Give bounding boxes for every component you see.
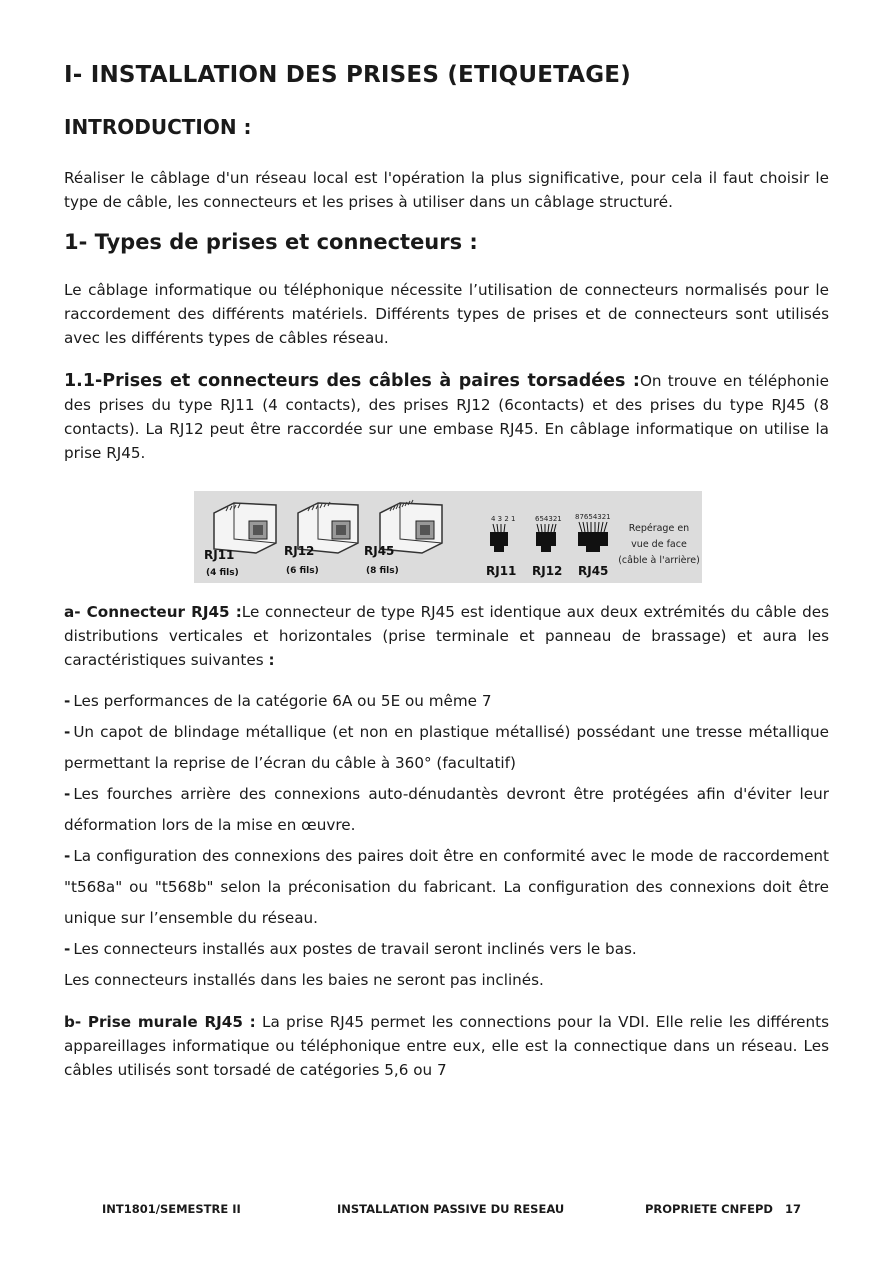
rj12-plug-icon — [536, 524, 556, 552]
prise-murale-paragraph — [64, 1010, 829, 1082]
page-number: 17 — [785, 1202, 802, 1216]
prise-murale-label: b- Prise murale RJ45 : — [64, 1013, 256, 1031]
rj11-socket-icon — [214, 503, 276, 553]
list-item: - Un capot de blindage métallique (et non en plastique métallisé) possédant une tresse métallique permettant la reprise de l’écran du câble à 360° (facultatif) — [64, 723, 829, 772]
plug-label-3: RJ45 — [578, 564, 609, 578]
list-item: - Les connecteurs installés aux postes de travail seront inclinés vers le bas. — [64, 940, 637, 958]
section-1-1-heading: 1.1-Prises et connecteurs des câbles à paires torsadées : — [64, 371, 640, 391]
page-title: I- INSTALLATION DES PRISES (ETIQUETAGE) — [64, 62, 631, 88]
rj-connectors-figure — [194, 491, 702, 583]
socket-sub-2: (6 fils) — [286, 566, 319, 576]
plug-label-1: RJ11 — [486, 564, 517, 578]
footer-course-code: INT1801/SEMESTRE II — [102, 1202, 241, 1216]
section-1-text: Le câblage informatique ou téléphonique nécessite l’utilisation de connecteurs normalisés pour le raccordement des différents matériels. Différents types de prises et de connecteurs sont utilisés avec les différents types de câbles réseau. — [64, 281, 829, 347]
plug-pins-3: 87654321 — [575, 513, 611, 521]
connecteur-rj45-colon: : — [268, 651, 275, 669]
list-item: - Les fourches arrière des connexions auto-dénudantès devront être protégées afin d'éviter leur déformation lors de la mise en œuvre. — [64, 785, 829, 834]
figure-caption-line-1: Repérage en — [628, 523, 690, 534]
socket-label-3: RJ45 — [364, 544, 395, 558]
section-1-heading: 1- Types de prises et connecteurs : — [64, 230, 478, 254]
introduction-text: Réaliser le câblage d'un réseau local est l'opération la plus significative, pour cela il faut choisir le type de câble, les connecteurs et les prises à utiliser dans un câblage structuré. — [64, 169, 829, 211]
figure-caption-line-2: vue de face — [631, 539, 687, 550]
footer-owner: PROPRIETE CNFEPD — [645, 1202, 773, 1216]
plug-pins-2: 654321 — [535, 515, 562, 523]
rj45-plug-icon — [578, 522, 608, 552]
section-1-1-paragraph — [64, 369, 829, 465]
section-1-1-text: On trouve en téléphonie des prises du type RJ11 (4 contacts), des prises RJ12 (6contacts) et des prises du type RJ45 (8 contacts). La RJ12 peut être raccordée sur une embase RJ45. En câblage informatique on utilise la prise RJ45. — [64, 372, 829, 462]
rj11-plug-icon — [490, 524, 508, 552]
socket-sub-1: (4 fils) — [206, 568, 239, 578]
list-note: Les connecteurs installés dans les baies ne seront pas inclinés. — [64, 971, 544, 989]
prise-murale-text: La prise RJ45 permet les connections pour la VDI. Elle relie les différents appareillages informatique ou téléphonique entre eux, elle est la connectique dans un réseau. Les câbles utilisés sont torsadé de catégories 5,6 ou 7 — [64, 1013, 829, 1079]
socket-label-1: RJ11 — [204, 548, 235, 562]
list-item: - La configuration des connexions des paires doit être en conformité avec le mode de raccordement "t568a" ou "t568b" selon la préconisation du fabricant. La configuration des connexions doit être unique sur l’ensemble du réseau. — [64, 847, 829, 927]
introduction-heading: INTRODUCTION : — [64, 115, 252, 139]
list-item: - Les performances de la catégorie 6A ou 5E ou même 7 — [64, 692, 492, 710]
connecteur-rj45-text: Le connecteur de type RJ45 est identique aux deux extrémités du câble des distributions verticales et horizontales (prise terminale et panneau de brassage) et aura les caractéristiques suivantes — [64, 603, 829, 669]
footer-title: INSTALLATION PASSIVE DU RESEAU — [337, 1202, 565, 1216]
connecteur-rj45-paragraph — [64, 600, 829, 672]
socket-sub-3: (8 fils) — [366, 566, 399, 576]
plug-pins-1: 4 3 2 1 — [491, 515, 516, 523]
rj45-characteristics-list — [64, 686, 829, 996]
figure-caption-line-3: (câble à l'arrière) — [618, 555, 700, 566]
plug-label-2: RJ12 — [532, 564, 563, 578]
socket-label-2: RJ12 — [284, 544, 315, 558]
connecteur-rj45-label: a- Connecteur RJ45 : — [64, 603, 242, 621]
